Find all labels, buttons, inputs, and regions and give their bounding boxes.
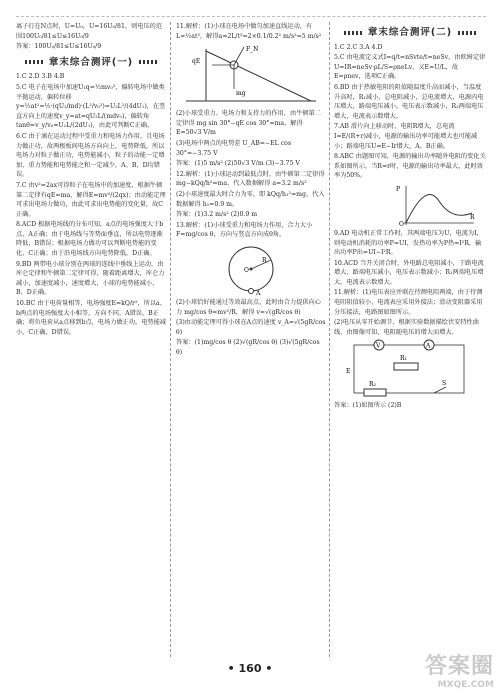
column-middle (176, 22, 326, 358)
label-mg: mg (236, 90, 246, 98)
paragraph: 11.解析：(1)小球在电场中做匀加速直线运动，有L=½at²，解得a=2L/t²=2×0.1/0.2² m/s²=5 m/s² (176, 23, 322, 40)
column-left (16, 22, 166, 338)
paragraph: 9.BD 两带电小球分别在两球的连线中垂线上运动，由库仑定律和牛顿第二定律可得，随着距离增大，库仑力减小，加速度减小，速度增大，小球的电势能减小，B、D正确。 (16, 260, 165, 297)
paragraph: 答案：100U₀/81≤U≤16U₀/9 (16, 43, 102, 51)
axis-label-P: P (396, 185, 401, 193)
paragraph: 13.解析：(1)小球受重力和电场力作用，合力大小 F=mg/cos θ，方向与竖直方向成θ角。 (176, 221, 313, 239)
paragraph: 10.ACD 当开关闭合时，外电路总电阻减小，干路电流增大，路端电压减小，电压表示数减小；R₁两端电压增大，电流表示数增大。 (334, 259, 484, 286)
paragraph: 12.解析：(1)小球运动到最低点时，由牛顿第二定律得 mg−kQq/h²=ma，代入数据解得 a=3.2 m/s² (176, 170, 325, 188)
paragraph: 7.C 由v²=2ax可得粒子在电场中的加速度，根据牛顿第二定律有qE=ma，解得E=mv²/(2qx)；由动能定理可求出电场力做功，由此可求出电势能的变化量，故C正确。 (16, 181, 166, 218)
paragraph: 1.C 2.C 3.A 4.D (334, 43, 383, 51)
circle-motion-diagram (176, 242, 326, 296)
paragraph: (3)电场中两点的电势差 U_AB=−EL cos 30°=−3.75 V (176, 139, 292, 157)
resistor2-label: R₂ (369, 381, 376, 389)
label-A: A (256, 289, 261, 296)
top-rule (16, 16, 486, 17)
section-heading: 章末综合测评(一) (16, 58, 166, 68)
paragraph: 8.ABC 由题图可知，电源的输出功率随外电阻的变化关系如图所示，当R=r时，电源的输出功率最大，此时效率为50%。 (334, 153, 486, 180)
voltmeter-label: V (376, 342, 381, 350)
label-qE: qE (192, 58, 201, 66)
paragraph: 7.AB 滑片向上移动时，电阻R增大，总电流I=E/(R+r)减小，电源的输出功率可能增大也可能减小；路端电压U=E−Ir增大，A、B正确。 (334, 123, 478, 150)
source-label: E (346, 368, 351, 376)
axis-label-R: R (470, 213, 475, 221)
watermark-url: MXQE.COM (437, 680, 494, 690)
paragraph: 6.BD 由于热敏电阻的阻值随温度升高而减小，当温度升高时，R₁减小，总电阻减小，总电流增大，电源内电压增大，路端电压减小，电压表示数减小，R₂两端电压增大，电流表示数增大。 (334, 83, 484, 120)
label-R: R (262, 256, 267, 264)
page-number: • 160 • (227, 662, 273, 675)
origin-label: O (399, 220, 404, 227)
paragraph: (2)电压从零开始调节，根据实验数据描绘伏安特性曲线，由图像可知，电阻随电压的增大而增大。 (334, 319, 479, 336)
label-FN: F_N (246, 46, 259, 54)
paragraph: (2)小球速度最大时合力为零，即 kQq/h₁²=mg，代入数据解得 h₁=0.9 m。 (176, 190, 325, 208)
paragraph: 1.C 2.D 3.B 4.B (16, 73, 65, 81)
section-heading: 章末综合测评(二) (334, 28, 486, 38)
page-number-text: 160 (238, 662, 262, 675)
paragraph: 答案：(1)如图所示 (2)B (334, 402, 402, 410)
incline-force-diagram (176, 43, 326, 107)
paragraph: 11.解析：(1)电压表应并联在待测电阻两端，由于待测电阻阻值较小，电流表应采用外接法；滑动变阻器采用分压接法，电路图如图所示。 (334, 289, 483, 316)
paragraph: 离子打在N点时，U=U₀，U=16U₀/81，则电压的范围100U₀/81≤U≤16U₀/9 (16, 23, 163, 40)
paragraph: (2)小球恰好能通过等效最高点，此时由合力提供向心力 mg/cos θ=mv²/R，解得 v=√(gR/cos θ) (176, 298, 321, 316)
switch-label: S (442, 380, 447, 388)
circuit-diagram (334, 339, 484, 399)
paragraph: 答案：(1)3.2 m/s² (2)0.9 m (176, 211, 258, 219)
column-right (334, 22, 486, 412)
paragraph: 答案：(1)mg/cos θ (2)√(gR/cos θ) (3)√(5gR/cos θ) (176, 339, 320, 356)
paragraph: (2)小球受重力、电场力和支持力的作用，由牛顿第二定律得 mg sin 30°−qE cos 30°=ma，解得 E=50√3 V/m (176, 110, 321, 137)
paragraph: 8.ACD 根据电场线的分布可知，a点的电场强度大于b点，A正确；由于电场线与等势面垂直，所以电势逐渐降低，B错误；根据电场力做功可以判断电势能的变化，C正确；由于沿电场线方向电势降低，D正确。 (16, 221, 164, 258)
paragraph: 6.C 由于滴在运动过程中受重力和电场力作用，且电场力做正功，故两极板间电场方向向上，电势降低，所以电场力对粒子做正功，电势能减小，粒子的动能一定增加，重力势能和电势能之和一定减少，A、B、D均错误。 (16, 132, 165, 179)
ammeter-label: A (426, 342, 431, 350)
paragraph: 5.C 电子在电场中加速U₁q=½mv₀²，偏转电场中做类平抛运动，偏转位移y=½at²=½·(qU₂/md)·(L²/v₀²)=U₂L²/(4dU₁)，在竖直方向上的速度v_y=at=qU₂L/(mdv₀)，偏转角tanθ=v_y/v₀=U₂L/(2dU₁)，由此可判断C正确。 (16, 83, 166, 130)
paragraph: (3)由动能定理可得小球在A点的速度 v_A=√(5gR/cos θ) (176, 319, 326, 336)
watermark-logo (425, 649, 494, 690)
paragraph: 10.BC 由于电荷量相等，电场强度E=kQ/r²，所以a、b两点的电场强度大小相等，方向不同，A错误，B正确；将负电荷从a点移到b点，电场力做正功，电势能减小，C正确，D错误。 (16, 300, 166, 336)
power-curve-graph (334, 183, 484, 227)
paragraph: 5.C 由电流定义式I=q/t=nSvte/t=neSv，由欧姆定律U=IR=neSv·ρL/S=ρneLv，又E=U/L，故E=ρnev，选项C正确。 (334, 54, 486, 81)
resistor1-label: R₁ (400, 355, 407, 363)
paragraph: 9.AD 电动机正常工作时，其两端电压为U，电流为I，则电动机消耗的功率P=UI，发热功率为P热=I²R，输出功率P出=UI−I²R。 (334, 229, 483, 257)
paragraph: 答案：(1)5 m/s² (2)50√3 V/m (3)−3.75 V (176, 160, 300, 168)
column-divider (329, 22, 330, 657)
watermark-text: 答案圈 (424, 654, 494, 679)
label-O: O (244, 266, 249, 274)
column-divider (170, 22, 171, 657)
